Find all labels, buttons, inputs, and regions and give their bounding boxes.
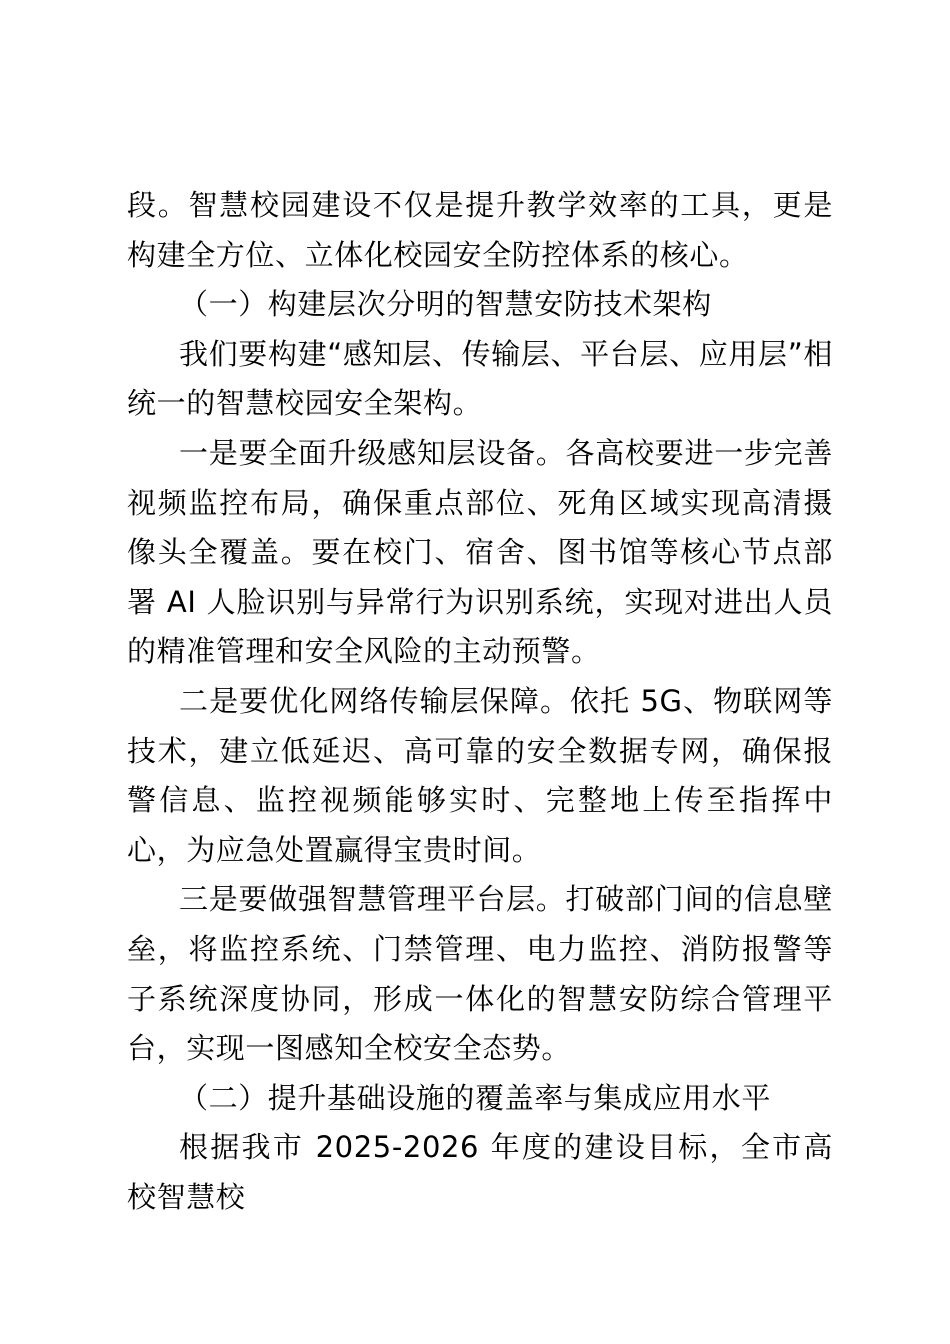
document-page	[127, 181, 833, 1222]
paragraph-continuation: 段。智慧校园建设不仅是提升教学效率的工具，更是构建全方位、立体化校园安全防控体系的核心。	[127, 188, 833, 272]
section-heading-1: （一）构建层次分明的智慧安防技术架构	[179, 287, 712, 322]
paragraph-construction-goals: 根据我市 2025-2026 年度的建设目标，全市高校智慧校	[127, 1130, 833, 1214]
paragraph-architecture-intro: 我们要构建“感知层、传输层、平台层、应用层”相统一的智慧校园安全架构。	[127, 336, 833, 421]
paragraph-platform-layer: 三是要做强智慧管理平台层。打破部门间的信息壁垒，将监控系统、门禁管理、电力监控、消防报警等子系统深度协同，形成一体化的智慧安防综合管理平台，实现一图感知全校安全态势。	[127, 882, 833, 1066]
section-heading-2: （二）提升基础设施的覆盖率与集成应用水平	[179, 1080, 772, 1115]
paragraph-transport-layer: 二是要优化网络传输层保障。依托 5G、物联网等技术，建立低延迟、高可靠的安全数据专网，确保报警信息、监控视频能够实时、完整地上传至指挥中心，为应急处置赢得宝贵时间。	[127, 683, 833, 867]
paragraph-perception-layer: 一是要全面升级感知层设备。各高校要进一步完善视频监控布局，确保重点部位、死角区域实现高清摄像头全覆盖。要在校门、宿舍、图书馆等核心节点部署 AI 人脸识别与异常行为识别系统，实现对进出人员的精准管理和安全风险的主动预警。	[127, 435, 833, 669]
